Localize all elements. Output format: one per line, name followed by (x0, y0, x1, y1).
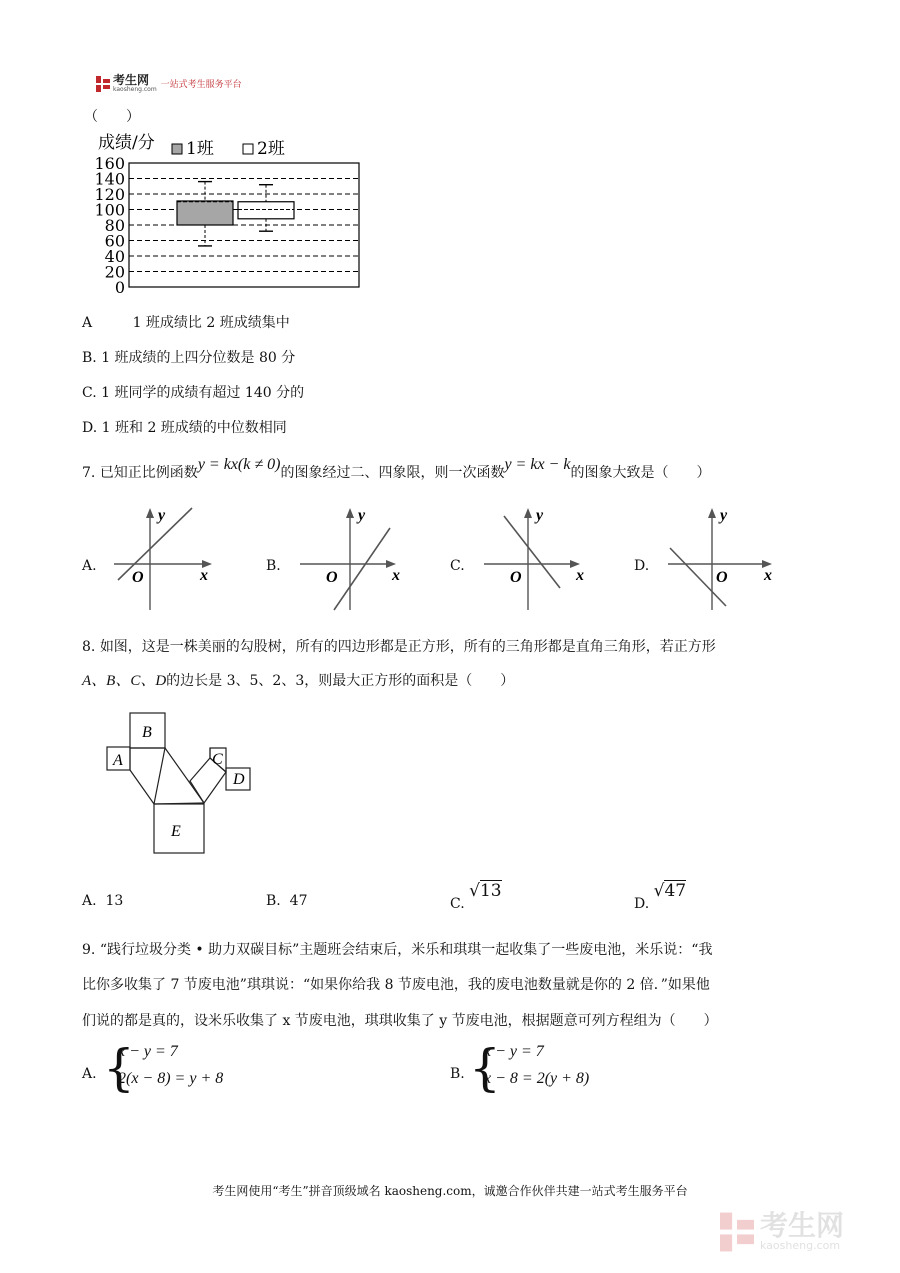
q7-option-a-label[interactable]: A. (82, 558, 97, 574)
q9-option-b-eq1: x − y = 7 (484, 1043, 544, 1060)
header-brand: 考生网 kaosheng.com (113, 73, 157, 93)
option-label: B. (82, 350, 97, 366)
option-label: A (82, 315, 93, 331)
y-tick-label: 40 (104, 247, 125, 266)
q9-stem-line-2: 比你多收集了 7 节废电池”琪琪说：“如果你给我 8 节废电池，我的废电池数量就是你的 2 倍．”如果他 (82, 977, 710, 993)
y-axis-arrow-icon (146, 508, 154, 518)
svg-text:y: y (358, 507, 366, 524)
y-tick-label: 100 (94, 200, 125, 220)
sqrt-icon: √13 (469, 881, 502, 901)
svg-text:D: D (233, 771, 245, 788)
option-text: 13 (105, 893, 124, 909)
question-number: 8. (82, 639, 96, 655)
watermark-logo: 考生网 kaosheng.com (720, 1212, 844, 1252)
legend-swatch (243, 144, 253, 154)
q9-option-a-eq2: 2(x − 8) = y + 8 (118, 1070, 224, 1087)
box (238, 202, 294, 219)
svg-text:x: x (764, 567, 772, 584)
y-axis-arrow-icon (524, 508, 532, 518)
q9-option-a-label[interactable]: A. (82, 1066, 97, 1082)
q7-graph-a[interactable] (112, 506, 222, 612)
brace-icon: { (103, 1039, 135, 1097)
q9-option-b-eq2: x − 8 = 2(y + 8) (484, 1070, 590, 1087)
q8-option-c[interactable]: C. √13 (450, 881, 502, 912)
brace-icon: { (469, 1039, 501, 1097)
svg-text:A: A (113, 752, 123, 769)
y-tick-label: 160 (94, 154, 125, 173)
q8-option-b[interactable]: B. 47 (266, 893, 308, 909)
option-text: 1 班和 2 班成绩的中位数相同 (101, 420, 287, 436)
y-axis-arrow-icon (346, 508, 354, 518)
q7-graph-d[interactable] (664, 506, 774, 612)
chart-ylabel: 成绩/分 (98, 133, 155, 153)
svg-text:O: O (716, 569, 728, 586)
graph-line (334, 528, 390, 610)
y-tick-label: 140 (94, 169, 125, 189)
q8-stem-line-1: 8. 如图，这是一株美丽的勾股树，所有的四边形都是正方形，所有的三角形都是直角三角形，若正方形 (82, 639, 716, 655)
q7-option-b-label[interactable]: B. (266, 558, 281, 574)
q6-option-b[interactable] (82, 347, 295, 367)
y-tick-label: 60 (104, 231, 125, 251)
q7-equation-2: y = kx − k (504, 456, 571, 473)
option-text: 1 班成绩比 2 班成绩集中 (132, 315, 290, 331)
svg-text:y: y (158, 507, 166, 524)
option-text: 1 班成绩的上四分位数是 80 分 (101, 350, 296, 366)
graph-line (118, 508, 192, 580)
q7-stem: 7. 已知正比例函数y = kx(k ≠ 0)的图象经过二、四象限，则一次函数y = kx − k的图象大致是（ ） (82, 456, 711, 481)
question-number: 9. (82, 942, 96, 958)
q6-boxplot-chart (90, 130, 370, 295)
q7-graph-c[interactable] (480, 506, 590, 612)
chart-legend (172, 139, 285, 159)
svg-text:y: y (720, 507, 728, 524)
sqrt-icon: √47 (653, 881, 687, 901)
q9-option-b-label[interactable]: B. (450, 1066, 465, 1082)
option-label: D. (82, 420, 98, 436)
question-number: 7. (82, 465, 96, 481)
q9-option-a-eq1: x − y = 7 (118, 1043, 178, 1060)
q6-option-d[interactable] (82, 417, 287, 437)
q8-stem-line-2: A、B、C、D的边长是 3、5、2、3，则最大正方形的面积是（ ） (82, 673, 515, 689)
q9-stem-line-1: 9. “践行垃圾分类 • 助力双碳目标”主题班会结束后，米乐和琪琪一起收集了一些废电池，米乐说：“我 (82, 942, 713, 958)
y-tick-label: 80 (104, 216, 125, 235)
q6-option-c[interactable] (82, 382, 304, 402)
svg-text:B: B (142, 724, 152, 741)
q7-equation-1: y = kx(k ≠ 0) (197, 456, 281, 473)
option-label: C. (82, 385, 97, 401)
q8-option-d[interactable]: D. √47 (634, 881, 687, 912)
box (177, 201, 233, 225)
svg-text:O: O (510, 569, 522, 586)
kaosheng-logo-icon (96, 76, 110, 92)
svg-text:E: E (171, 823, 181, 840)
svg-text:O: O (326, 569, 338, 586)
svg-text:C: C (212, 751, 223, 768)
q7-graph-b[interactable] (296, 506, 406, 612)
square-left (130, 748, 165, 804)
legend-label: 1班 (186, 139, 214, 159)
header-slogan: 一站式考生服务平台 (160, 80, 242, 90)
boxplot-2 (238, 185, 294, 232)
q7-option-c-label[interactable]: C. (450, 558, 465, 574)
q8-option-a[interactable]: A. 13 (82, 893, 124, 909)
q7-option-d-label[interactable]: D. (634, 558, 650, 574)
legend-swatch (172, 144, 182, 154)
y-tick-label: 0 (114, 278, 125, 295)
svg-text:x: x (392, 567, 400, 584)
y-axis-arrow-icon (708, 508, 716, 518)
q6-answer-paren: （ ） (84, 109, 140, 125)
y-tick-label: 120 (94, 185, 125, 204)
option-text: 1 班同学的成绩有超过 140 分的 (101, 385, 305, 401)
q8-pythagorean-tree (100, 706, 260, 856)
svg-text:x: x (200, 567, 208, 584)
boxplot-1 (177, 182, 233, 246)
q6-option-a[interactable] (82, 312, 290, 332)
option-text: 47 (289, 893, 308, 909)
svg-text:y: y (536, 507, 544, 524)
page-footer: 考生网使用“考生”拼音顶级域名 kaosheng.com，诚邀合作伙伴共建一站式考生服务平台 (212, 1184, 688, 1198)
y-tick-label: 20 (104, 262, 125, 282)
watermark-logo-icon (720, 1212, 754, 1252)
svg-text:x: x (576, 567, 584, 584)
q9-stem-line-3: 们说的都是真的，设米乐收集了 x 节废电池，琪琪收集了 y 节废电池，根据题意可列方程组为（ ） (82, 1013, 718, 1029)
svg-text:O: O (132, 569, 144, 586)
legend-label: 2班 (257, 139, 285, 159)
header-logo (96, 74, 242, 93)
